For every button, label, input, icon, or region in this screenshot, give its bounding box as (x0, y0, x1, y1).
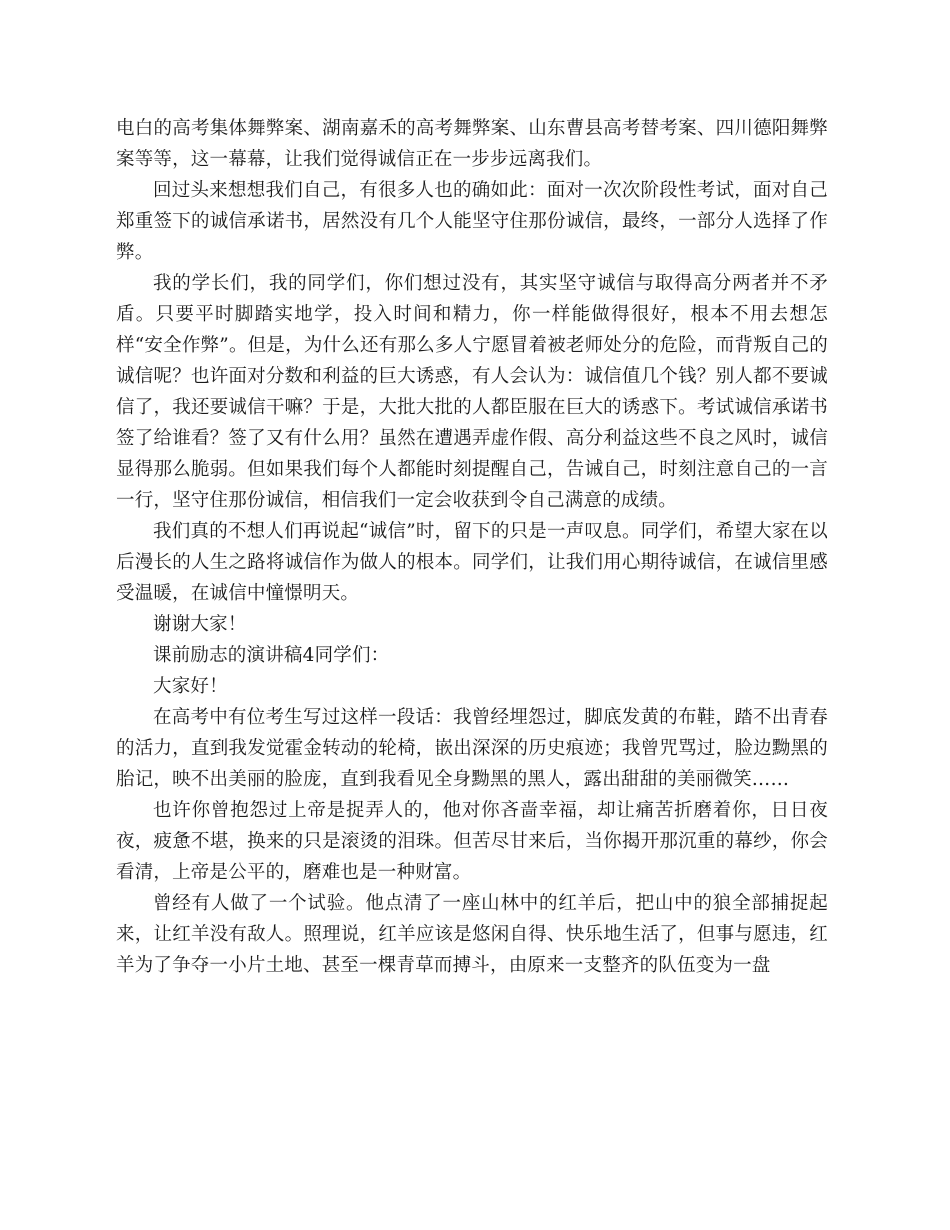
paragraph-2: 回过头来想想我们自己，有很多人也的确如此：面对一次次阶段性考试，面对自己郑重签下的诚信承诺书，居然没有几个人能坚守住那份诚信，最终，一部分人选择了作弊。 (116, 180, 828, 263)
paragraph-10: 曾经有人做了一个试验。他点清了一座山林中的红羊后，把山中的狼全部捕捉起来，让红羊没有敌人。照理说，红羊应该是悠闲自得、快乐地生活了，但事与愿违，红羊为了争夺一小片土地、甚至一棵青草而搏斗，由原来一支整齐的队伍变为一盘 (116, 893, 828, 976)
paragraph-3: 我的学长们，我的同学们，你们想过没有，其实坚守诚信与取得高分两者并不矛盾。只要平时脚踏实地学，投入时间和精力，你一样能做得很好，根本不用去想怎样“安全作弊”。但是，为什么还有那么多人宁愿冒着被老师处分的危险，而背叛自己的诚信呢？也许面对分数和利益的巨大诱惑，有人会认为：诚信值几个钱？别人都不要诚信了，我还要诚信干嘛？于是，大批大批的人都臣服在巨大的诱惑下。考试诚信承诺书签了给谁看？签了又有什么用？虽然在遭遇弄虚作假、高分利益这些不良之风时，诚信显得那么脆弱。但如果我们每个人都能时刻提醒自己，告诫自己，时刻注意自己的一言一行，坚守住那份诚信，相信我们一定会收获到令自己满意的成绩。 (116, 273, 828, 511)
document-body (116, 113, 828, 981)
paragraph-7: 大家好！ (153, 676, 228, 697)
paragraph-4: 我们真的不想人们再说起“诚信”时，留下的只是一声叹息。同学们，希望大家在以后漫长的人生之路将诚信作为做人的根本。同学们，让我们用心期待诚信，在诚信里感受温暖，在诚信中憧憬明天。 (116, 521, 828, 604)
paragraph-6: 课前励志的演讲稿4同学们： (153, 645, 390, 666)
paragraph-5: 谢谢大家！ (153, 614, 247, 635)
paragraph-8: 在高考中有位考生写过这样一段话：我曾经埋怨过，脚底发黄的布鞋，踏不出青春的活力，直到我发觉霍金转动的轮椅，嵌出深深的历史痕迹；我曾咒骂过，脸边黝黑的胎记，映不出美丽的脸庞，直到我看见全身黝黑的黑人，露出甜甜的美丽微笑…… (116, 707, 828, 790)
paragraph-9: 也许你曾抱怨过上帝是捉弄人的，他对你吝啬幸福，却让痛苦折磨着你，日日夜夜，疲惫不堪，换来的只是滚烫的泪珠。但苦尽甘来后，当你揭开那沉重的幕纱，你会看清，上帝是公平的，磨难也是一种财富。 (116, 800, 828, 883)
paragraph-1: 电白的高考集体舞弊案、湖南嘉禾的高考舞弊案、山东曹县高考替考案、四川德阳舞弊案等等，这一幕幕，让我们觉得诚信正在一步步远离我们。 (116, 118, 828, 170)
